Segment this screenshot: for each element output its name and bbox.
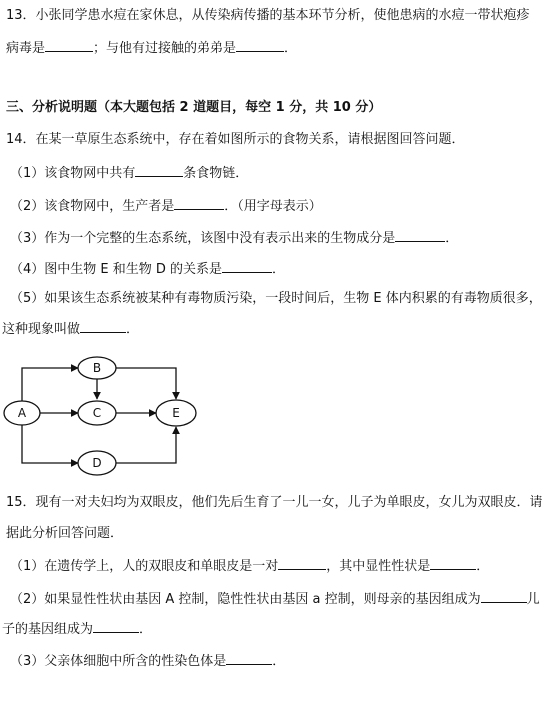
- node-d: [78, 451, 116, 475]
- section-3-heading-text: 三、分析说明题（本大题包括 2 道题目，每空 1 分，共 10 分）: [6, 100, 382, 115]
- node-e: [156, 400, 196, 426]
- q14-sub-2-text-a: （2）该食物网中，生产者是: [10, 199, 175, 214]
- q13-line-2: [6, 39, 297, 58]
- section-3-heading: [6, 99, 381, 117]
- q14-sub-2: [10, 197, 322, 216]
- q14-blank-2[interactable]: [174, 197, 224, 210]
- q15-stem-line-1: [6, 494, 543, 512]
- q14-blank-3[interactable]: [395, 229, 445, 242]
- q15-sub-2-line-2: [2, 620, 152, 639]
- q15-sub-2-text-1b: 儿: [526, 592, 540, 607]
- q13-blank-1[interactable]: [45, 39, 93, 52]
- q14-sub-1: [10, 164, 248, 183]
- q15-sub-3-text-b: ．: [272, 654, 286, 669]
- q15-blank-5[interactable]: [226, 652, 272, 665]
- arrow-d-to-e: [116, 427, 176, 463]
- q15-sub-1-text-c: ．: [476, 559, 490, 574]
- q14-blank-4[interactable]: [222, 260, 272, 273]
- q15-sub-1-text-a: （1）在遗传学上，人的双眼皮和单眼皮是一对: [10, 559, 279, 574]
- q14-sub-2-text-b: ．（用字母表示）: [224, 199, 322, 214]
- node-b-label: B: [92, 361, 102, 375]
- q15-blank-3[interactable]: [481, 590, 527, 603]
- q15-blank-2[interactable]: [430, 557, 476, 570]
- q15-sub-1: [10, 557, 489, 576]
- q15-sub-1-text-b: ，其中显性性状是: [326, 559, 431, 574]
- q14-sub-5-text-1: （5）如果该生态系统被某种有毒物质污染，一段时间后，生物 E 体内积累的有毒物质很多，: [10, 291, 542, 306]
- node-c-label: C: [92, 406, 102, 420]
- q15-sub-2-text-1a: （2）如果显性性状由基因 A 控制，隐性性状由基因 a 控制，则母亲的基因组成为: [10, 592, 481, 607]
- q14-sub-4-text-b: ．: [272, 262, 286, 277]
- q14-stem-text: 14．在某一草原生态系统中，存在着如图所示的食物关系，请根据图回答问题．: [6, 132, 465, 147]
- q14-sub-5-line-2: [2, 320, 139, 339]
- q15-sub-2-text-2b: ．: [139, 622, 153, 637]
- node-a-label: A: [17, 406, 27, 420]
- q14-stem: [6, 131, 465, 149]
- node-b: [78, 357, 116, 379]
- q14-sub-3-text-a: （3）作为一个完整的生态系统，该图中没有表示出来的生物成分是: [10, 231, 396, 246]
- q13-text-2b: ；与他有过接触的弟弟是: [93, 41, 237, 56]
- q15-sub-2-line-1: [10, 590, 540, 609]
- q14-sub-4: [10, 260, 285, 279]
- arrow-a-to-b: [22, 368, 78, 401]
- q13-text-2c: ．: [284, 41, 298, 56]
- arrow-b-to-e: [116, 368, 176, 399]
- q14-sub-3: [10, 229, 458, 248]
- q13-text-2a: 病毒是: [6, 41, 46, 56]
- q15-stem-text-2: 据此分析回答问题．: [6, 526, 124, 541]
- q15-blank-4[interactable]: [93, 620, 139, 633]
- q14-sub-5-text-2b: ．: [126, 322, 140, 337]
- q14-sub-5-text-2a: 这种现象叫做: [2, 322, 81, 337]
- q15-stem-text-1: 15．现有一对夫妇均为双眼皮，他们先后生育了一儿一女，儿子为单眼皮，女儿为双眼皮．请: [6, 495, 543, 510]
- q15-blank-1[interactable]: [278, 557, 326, 570]
- q13-line-1: [6, 7, 530, 25]
- q15-stem-line-2: [6, 525, 123, 543]
- arrow-a-to-d: [22, 425, 78, 463]
- food-web-diagram: [2, 346, 208, 486]
- q15-sub-3-text-a: （3）父亲体细胞中所含的性染色体是: [10, 654, 227, 669]
- q14-blank-5[interactable]: [80, 320, 126, 333]
- q14-sub-1-text-b: 条食物链．: [183, 166, 249, 181]
- node-d-label: D: [92, 456, 102, 470]
- q13-blank-2[interactable]: [236, 39, 284, 52]
- q14-sub-5-line-1: [10, 290, 542, 308]
- q14-sub-4-text-a: （4）图中生物 E 和生物 D 的关系是: [10, 262, 223, 277]
- node-e-label: E: [172, 406, 180, 420]
- q14-sub-1-text-a: （1）该食物网中共有: [10, 166, 136, 181]
- q15-sub-2-text-2a: 子的基因组成为: [2, 622, 94, 637]
- q13-text-1: 13．小张同学患水痘在家休息，从传染病传播的基本环节分析，使他患病的水痘一带状疱疹: [6, 8, 530, 23]
- node-a: [4, 401, 40, 425]
- q15-sub-3: [10, 652, 285, 671]
- q14-sub-3-text-b: ．: [445, 231, 459, 246]
- node-c: [78, 401, 116, 425]
- q14-blank-1[interactable]: [135, 164, 183, 177]
